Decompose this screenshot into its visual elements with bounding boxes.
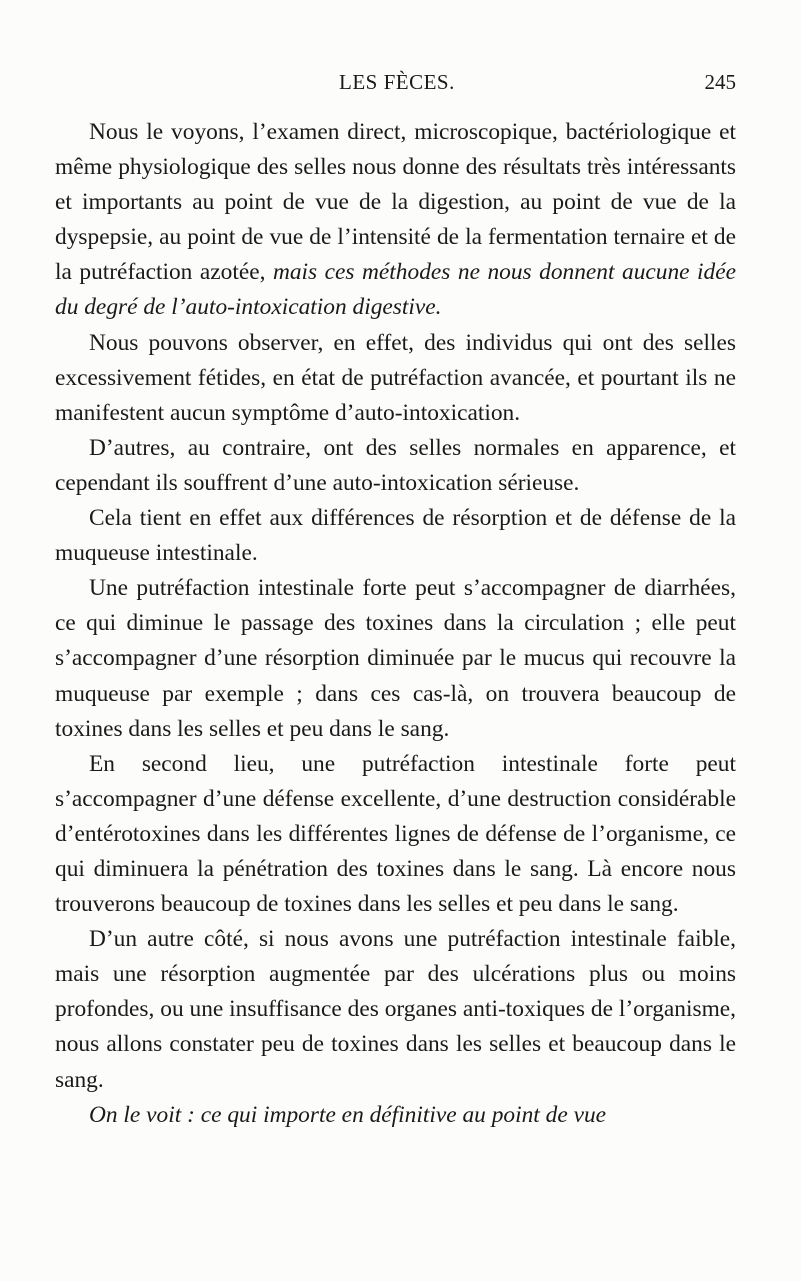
paragraph: Une putréfaction intestinale forte peut s’accompagner de diarrhées, ce qui diminue le passage des toxines dans la circulation ; elle peut s’accompagner d’une résorption diminuée par le mucus qui recouvre la muqueuse par exemple ; dans ces cas-là, on trouvera beaucoup de toxines dans les selles et peu dans le sang. — [55, 575, 736, 742]
paragraph: D’autres, au contraire, ont des selles normales en apparence, et cependant ils souffrent d’une auto-intoxication sérieuse. — [55, 434, 736, 496]
page-number: 245 — [704, 70, 736, 94]
paragraph-final-fragment: On le voit : ce qui importe en définitive au point de vue — [89, 1101, 607, 1128]
paragraph: En second lieu, une putréfaction intestinale forte peut s’accompagner d’une défense excellente, d’une destruction considérable d’entérotoxines dans les différentes lignes de défense de l’organisme, ce qui diminuera la pénétration des toxines dans le sang. Là encore nous trouverons beaucoup de toxines dans les selles et peu dans le sang. — [55, 750, 736, 918]
running-title: LES FÈCES. — [339, 70, 455, 94]
paragraph: D’un autre côté, si nous avons une putréfaction intestinale faible, mais une résorption augmentée par des ulcérations plus ou moins profondes, ou une insuffisance des organes anti-toxiques de l’organisme, nous allons constater peu de toxines dans les selles et beaucoup dans le sang. — [55, 926, 736, 1093]
paragraph: Nous le voyons, l’examen direct, microscopique, bactériologique et même physiologique des selles nous donne des résultats très intéressants et importants au point de vue de la digestion, au point de vue de la dyspepsie, au point de vue de l’intensité de la fermentation ternaire et de la putréfaction azotée, mais ces méthodes ne nous donnent aucune idée du degré de l’auto-intoxication digestive. — [55, 119, 736, 321]
paragraph: Cela tient en effet aux différences de résorption et de défense de la muqueuse intestinale. — [55, 505, 736, 567]
body-text — [55, 115, 736, 1133]
paragraph: Nous pouvons observer, en effet, des individus qui ont des selles excessivement fétides, en état de putréfaction avancée, et pourtant ils ne manifestent aucun symptôme d’auto-intoxication. — [55, 329, 736, 426]
running-head — [66, 70, 736, 104]
